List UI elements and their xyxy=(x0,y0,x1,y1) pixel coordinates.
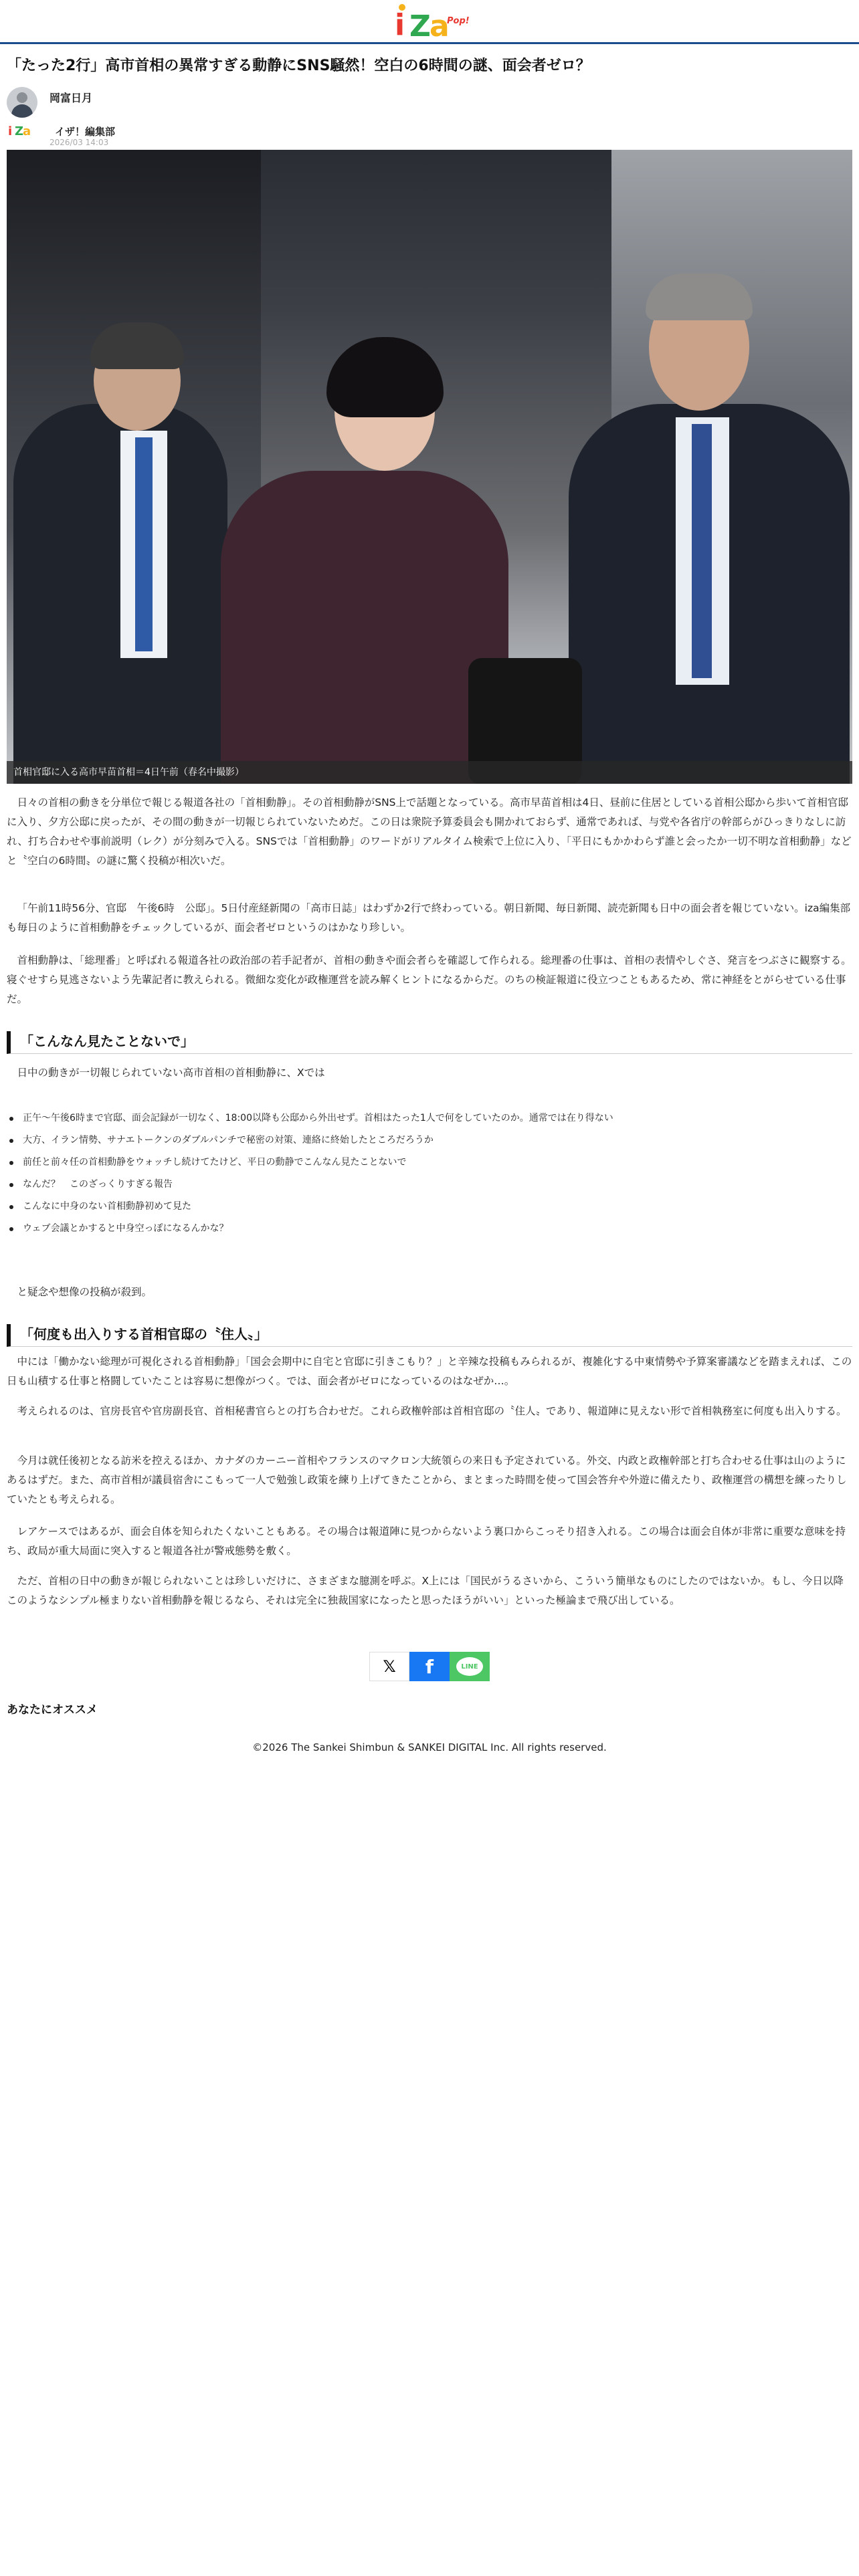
logo-tag: Pop! xyxy=(447,16,470,26)
list-item: ウェブ会議とかすると中身空っぽになるんかな？ xyxy=(7,1218,852,1240)
photo-person-left-tie xyxy=(135,437,153,651)
list-item: 前任と前々任の首相動静をウォッチし続けてたけど、平日の動静でこんなん見たことないで xyxy=(7,1152,852,1174)
photo-person-left-hair xyxy=(90,322,184,369)
dept-logo-z: Z xyxy=(15,124,24,138)
logo-letter-a: a xyxy=(430,9,450,43)
paragraph-3: 首相動静は、「総理番」と呼ばれる報道各社の政治部の若手記者が、首相の動きや面会者らを確認して作られる。総理番の仕事は、首相の表情やしぐさ、発言をつぶさに観察する。寝ぐせすら見逃さないよう先輩記者に教えられる。微細な変化が政権運営を読み解くヒントになるからだ。のちの検証報道に役立つこともあるため、常に神経をとがらせている仕事だ。 xyxy=(7,954,852,1005)
x-icon: 𝕏 xyxy=(383,1657,396,1676)
author-avatar[interactable] xyxy=(7,87,37,118)
photo-person-right-tie xyxy=(692,424,712,678)
paragraph-7: 考えられるのは、官房長官や官房副長官、首相秘書官らとの打ち合わせだ。これら政権幹部は首相官邸の〝住人〟であり、報道陣に見えない形で首相執務室に何度も出入りする。 xyxy=(17,1405,847,1417)
paragraph-5: と疑念や想像の投稿が殺到。 xyxy=(17,1286,153,1298)
department-name[interactable]: イザ！編集部 xyxy=(55,126,116,138)
line-icon: LINE xyxy=(456,1657,483,1676)
site-logo[interactable] xyxy=(389,3,470,41)
photo-person-center-hair xyxy=(326,337,444,417)
dept-logo-a: a xyxy=(23,124,31,138)
publish-date: 2026/03 14:03 xyxy=(50,138,109,147)
department-logo xyxy=(7,124,54,139)
copyright: ©2026 The Sankei Shimbun & SANKEI DIGITAL Inc. All rights reserved. xyxy=(252,1741,607,1753)
paragraph-6: 中には「働かない総理が可視化される首相動静」「国会会期中に自宅と官邸に引きこもり？」と辛辣な投稿もみられるが、複雑化する中東情勢や予算案審議などを踏まえれば、この日も山積する仕事と格闘していたことは容易に想像がつく。では、面会者がゼロになっているのはなぜか…。 xyxy=(7,1356,852,1387)
site-header xyxy=(0,0,859,44)
avatar-head xyxy=(17,92,27,103)
paragraph-2: 「午前11時56分、官邸 午後6時 公邸」。5日付産経新聞の「高市日誌」はわずか2行で終わっている。朝日新聞、毎日新聞、読売新聞も日中の面会者を報じていない。iza編集部も毎日のように首相動静をチェックしているが、面会者ゼロというのはかなり珍しい。 xyxy=(7,902,851,934)
dept-logo-i: i xyxy=(8,124,13,138)
recommend-heading: あなたにオススメ xyxy=(7,1703,98,1717)
paragraph-1: 日々の首相の動きを分単位で報じる報道各社の「首相動静」。その首相動静がSNS上で話題となっている。高市早苗首相は4日、昼前に住居としている首相公邸から歩いて首相官邸に入り、夕方公邸に戻ったが、その間の動きが一切報じられていないためだ。この日は衆院予算委員会も開かれておらず、通常であれば、与党や各省庁の幹部らがひっきりなしに訪れ、打ち合わせや事前説明（レク）が分刻みで入る。SNSでは「首相動静」のワードがリアルタイム検索で上位に入り、「平日にもかかわらず誰と会ったか一切不明な首相動静」などと〝空白の6時間〟の謎に驚く投稿が相次いだ。 xyxy=(7,796,852,867)
paragraph-4: 日中の動きが一切報じられていない高市首相の首相動静に、Xでは xyxy=(17,1067,325,1079)
share-facebook-button[interactable] xyxy=(409,1652,450,1681)
facebook-icon: f xyxy=(425,1655,434,1678)
author-name[interactable]: 岡富日月 xyxy=(50,92,93,104)
paragraph-10: ただ、首相の日中の動きが報じられないことは珍しいだけに、さまざまな臆測を呼ぶ。X上には「国民がうるさいから、こういう簡単なものにしたのではないか。もし、今日以降このようなシンプル極まりない首相動静を報じるなら、それは完全に独裁国家になったと思ったほうがいい」といった極論まで飛び出している。 xyxy=(7,1575,844,1606)
photo-caption: 首相官邸に入る高市早苗首相＝4日午前（春名中撮影） xyxy=(7,761,852,784)
section-heading-1: 「こんなん見たことないで」 xyxy=(7,1031,852,1054)
article-title: 「たった2行」高市首相の異常すぎる動静にSNS騒然！空白の6時間の謎、面会者ゼロ？ xyxy=(7,58,591,74)
share-line-button[interactable] xyxy=(450,1652,490,1681)
logo-letter-i: i xyxy=(395,8,405,42)
paragraph-9: レアケースではあるが、面会自体を知られたくないこともある。その場合は報道陣に見つからないよう裏口からこっそり招き入れる。この場合は面会自体が非常に重要な意味を持ち、政局が重大局面に突入すると報道各社が警戒態勢を敷く。 xyxy=(7,1525,846,1557)
logo-letter-z: Z xyxy=(409,9,431,43)
list-item: 大方、イラン情勢、サナエトークンのダブルパンチで秘密の対策、連絡に終始したところだろうか xyxy=(7,1130,852,1152)
list-item: こんなに中身のない首相動静初めて見た xyxy=(7,1196,852,1218)
article-photo xyxy=(7,150,852,784)
share-x-button[interactable] xyxy=(369,1652,409,1681)
list-item: 正午〜午後6時まで官邸、面会記録が一切なく、18:00以降も公邸から外出せず。首相はたった1人で何をしていたのか。通常では在り得ない xyxy=(7,1107,852,1130)
photo-person-center-body xyxy=(221,471,508,784)
list-item: なんだ？ このざっくりすぎる報告 xyxy=(7,1174,852,1196)
x-posts-list xyxy=(7,1107,852,1240)
avatar-body xyxy=(11,104,33,118)
paragraph-8: 今月は就任後初となる訪米を控えるほか、カナダのカーニー首相やフランスのマクロン大統領らの来日も予定されている。外交、内政と政権幹部と打ち合わせる仕事は山のようにあるはずだ。また、高市首相が議員宿舎にこもって一人で勉強し政策を練り上げてきたことから、まとまった時間を使って国会答弁や外遊に備えたり、政権運営の構想を練ったりしていたとも考えられる。 xyxy=(7,1455,847,1505)
section-heading-2: 「何度も出入りする首相官邸の〝住人〟」 xyxy=(7,1324,852,1347)
photo-person-right-hair xyxy=(646,274,753,320)
